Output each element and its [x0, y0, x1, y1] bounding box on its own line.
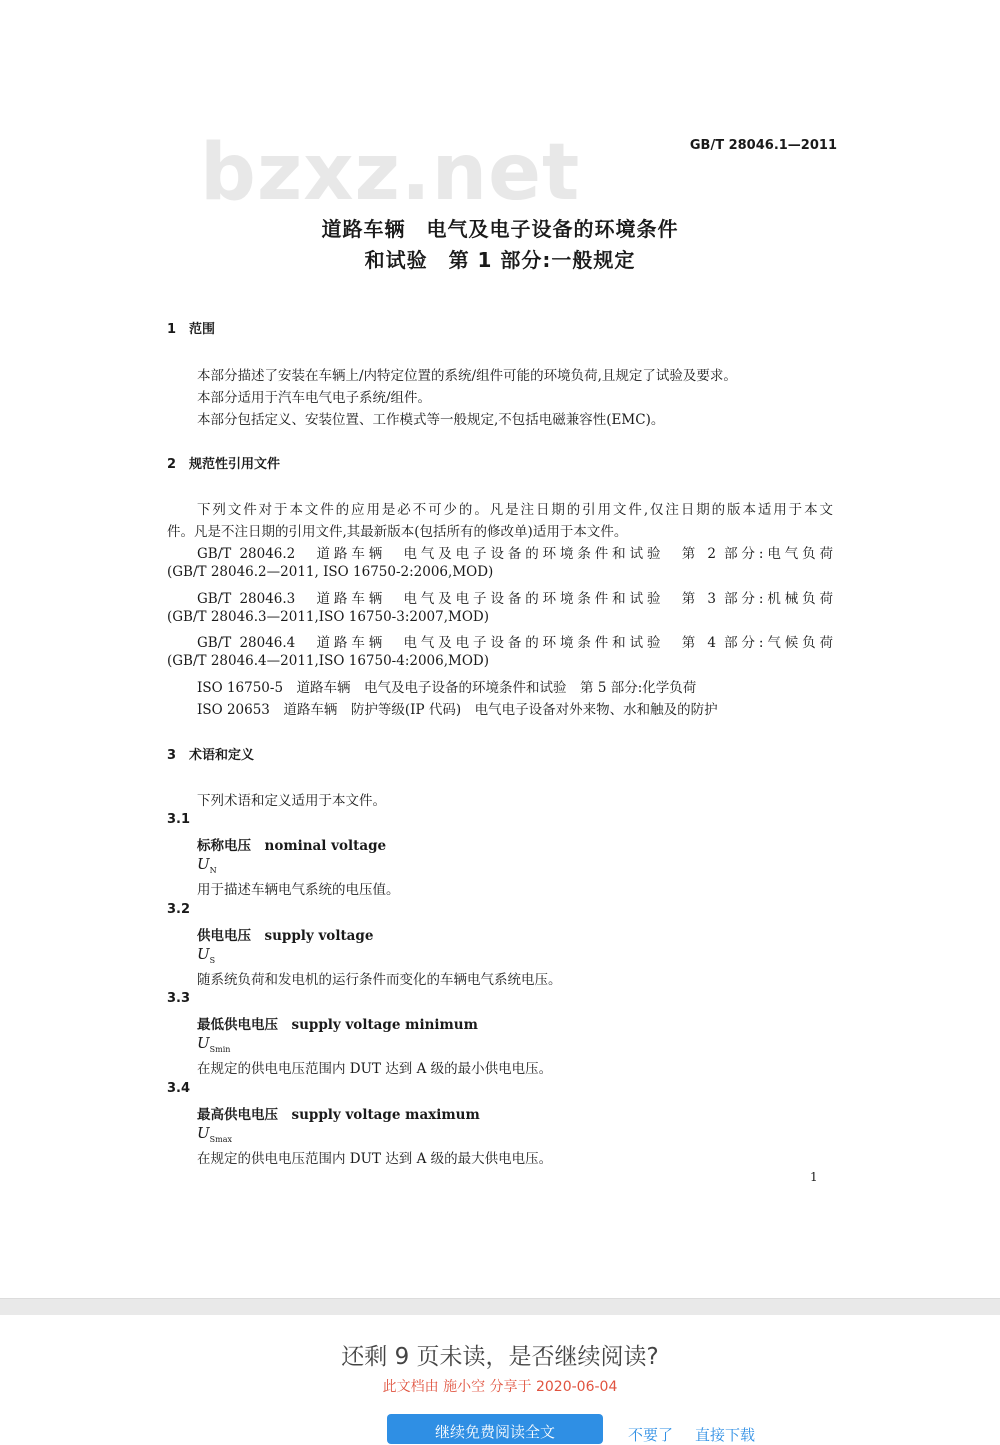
paragraph: 本部分描述了安装在车辆上/内特定位置的系统/组件可能的环境负荷,且规定了试验及要求。: [197, 368, 737, 384]
term-number: 3.1: [167, 812, 191, 827]
term-definition: 在规定的供电电压范围内 DUT 达到 A 级的最大供电电压。: [197, 1151, 553, 1167]
reference-item: (GB/T 28046.3—2011,ISO 16750-3:2007,MOD): [167, 609, 490, 625]
term-symbol: $U_S$: [197, 945, 216, 965]
term-title: 最高供电电压 supply voltage maximum: [197, 1107, 480, 1123]
paragraph: 下列术语和定义适用于本文件。: [197, 793, 386, 809]
term-number: 3.3: [167, 991, 191, 1006]
reference-item: ISO 20653 道路车辆 防护等级(IP 代码) 电气电子设备对外来物、水和触及的防护: [197, 702, 718, 718]
reference-item: GB/T 28046.3 道路车辆 电气及电子设备的环境条件和试验 第 3 部分:机械负荷: [197, 591, 833, 607]
standard-code: GB/T 28046.1—2011: [689, 138, 837, 153]
remaining-pages-prompt: 还剩 9 页未读，是否继续阅读?: [341, 1344, 659, 1370]
term-definition: 用于描述车辆电气系统的电压值。: [197, 882, 400, 898]
continue-reading-button[interactable]: 继续免费阅读全文: [387, 1414, 603, 1444]
reference-item: (GB/T 28046.4—2011,ISO 16750-4:2006,MOD): [167, 653, 490, 669]
decline-link[interactable]: 不要了: [628, 1426, 674, 1444]
term-symbol: $U_{Smax}$: [197, 1124, 233, 1144]
paragraph: 下列文件对于本文件的应用是必不可少的。凡是注日期的引用文件,仅注日期的版本适用于本文: [197, 502, 833, 518]
term-number: 3.2: [167, 902, 191, 917]
term-symbol: $U_N$: [197, 855, 217, 875]
reference-item: (GB/T 28046.2—2011, ISO 16750-2:2006,MOD): [167, 564, 494, 580]
section-2-heading: 2 规范性引用文件: [167, 457, 281, 472]
reference-item: GB/T 28046.4 道路车辆 电气及电子设备的环境条件和试验 第 4 部分:气候负荷: [197, 635, 833, 651]
term-title: 标称电压 nominal voltage: [197, 838, 387, 854]
paragraph: 件。凡是不注日期的引用文件,其最新版本(包括所有的修改单)适用于本文件。: [167, 524, 628, 540]
term-number: 3.4: [167, 1081, 191, 1096]
term-definition: 在规定的供电电压范围内 DUT 达到 A 级的最小供电电压。: [197, 1061, 553, 1077]
paragraph: 本部分适用于汽车电气电子系统/组件。: [197, 390, 432, 406]
term-title: 供电电压 supply voltage: [197, 928, 374, 944]
section-1-heading: 1 范围: [167, 322, 216, 337]
term-definition: 随系统负荷和发电机的运行条件而变化的车辆电气系统电压。: [197, 972, 562, 988]
term-symbol: $U_{Smin}$: [197, 1034, 231, 1054]
reference-item: GB/T 28046.2 道路车辆 电气及电子设备的环境条件和试验 第 2 部分:电气负荷: [197, 546, 833, 562]
reference-item: ISO 16750-5 道路车辆 电气及电子设备的环境条件和试验 第 5 部分:化学负荷: [197, 680, 697, 696]
direct-download-link[interactable]: 直接下载: [695, 1426, 756, 1444]
watermark: bzxz.net: [200, 128, 581, 218]
paragraph: 本部分包括定义、安装位置、工作模式等一般规定,不包括电磁兼容性(EMC)。: [197, 412, 665, 428]
term-title: 最低供电电压 supply voltage minimum: [197, 1017, 478, 1033]
page-number: 1: [810, 1170, 818, 1184]
footer-links: [628, 1424, 777, 1445]
page-divider: [0, 1298, 1000, 1315]
shared-by-info: 此文档由 施小空 分享于 2020-06-04: [382, 1379, 618, 1395]
document-title-line2: 和试验 第 1 部分:一般规定: [364, 248, 636, 272]
document-title-line1: 道路车辆 电气及电子设备的环境条件: [321, 217, 679, 241]
section-3-heading: 3 术语和定义: [167, 748, 255, 763]
